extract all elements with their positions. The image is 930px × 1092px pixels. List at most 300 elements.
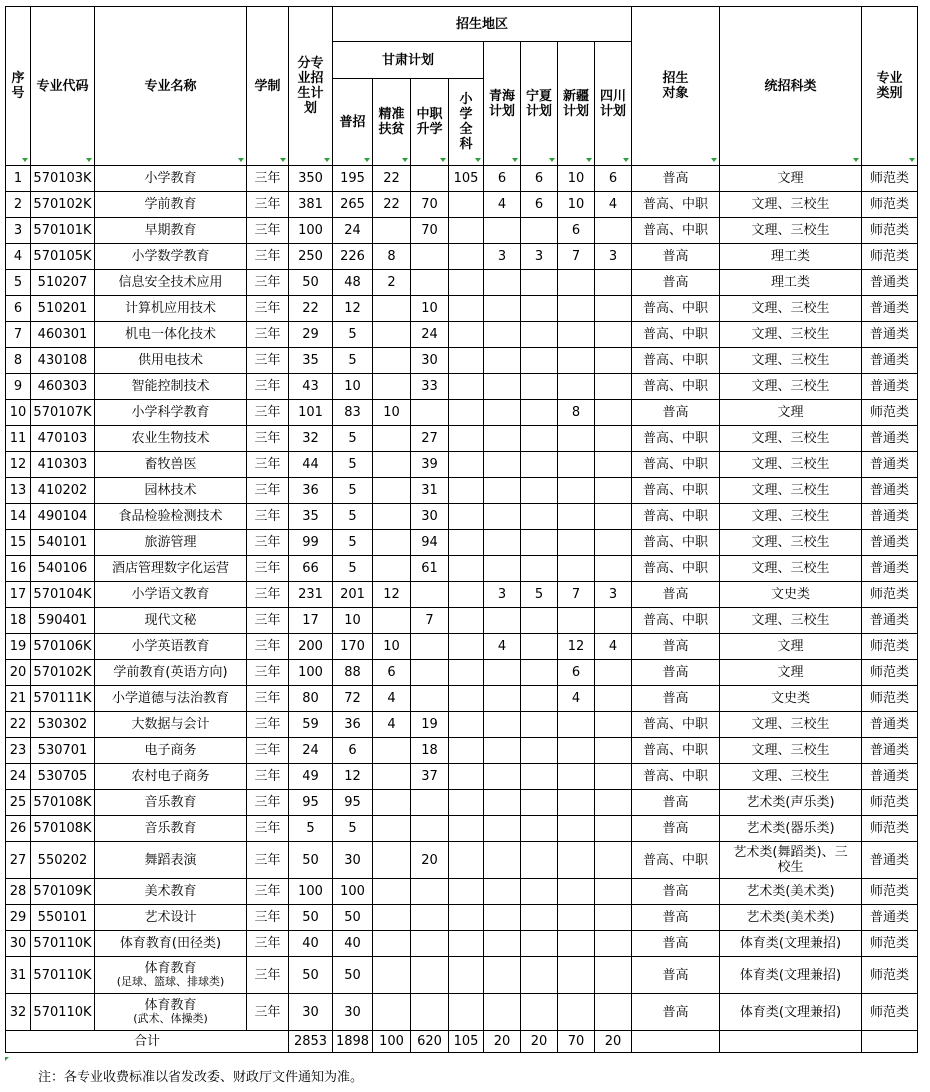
cell-target[interactable]: 普高: [632, 816, 720, 842]
cell-target[interactable]: 普高、中职: [632, 374, 720, 400]
cell-sichuan[interactable]: [595, 738, 632, 764]
cell-target[interactable]: 普高、中职: [632, 348, 720, 374]
header-sichuan[interactable]: 四川计划: [595, 42, 632, 166]
cell-puzhao[interactable]: 201: [333, 582, 373, 608]
cell-subject[interactable]: 文理: [720, 634, 862, 660]
cell-code[interactable]: 460303: [31, 374, 95, 400]
cell-sichuan[interactable]: [595, 296, 632, 322]
cell-subject[interactable]: 艺术类(美术类): [720, 879, 862, 905]
cell-category[interactable]: 师范类: [862, 582, 918, 608]
cell-sichuan[interactable]: [595, 712, 632, 738]
cell-jingzhun[interactable]: [373, 931, 411, 957]
cell-seq[interactable]: 7: [6, 322, 31, 348]
cell-seq[interactable]: 31: [6, 957, 31, 994]
cell-code[interactable]: 570101K: [31, 218, 95, 244]
cell-xinjiang[interactable]: [558, 374, 595, 400]
cell-target[interactable]: 普高、中职: [632, 842, 720, 879]
cell-quanke[interactable]: [449, 478, 484, 504]
cell-ningxia[interactable]: [521, 478, 558, 504]
cell-seq[interactable]: 23: [6, 738, 31, 764]
cell-puzhao[interactable]: 5: [333, 556, 373, 582]
cell-target[interactable]: 普高、中职: [632, 192, 720, 218]
cell-jingzhun[interactable]: [373, 842, 411, 879]
cell-xinjiang[interactable]: [558, 738, 595, 764]
cell-zhongzhi[interactable]: 10: [411, 296, 449, 322]
cell-sichuan[interactable]: [595, 452, 632, 478]
cell-ningxia[interactable]: [521, 842, 558, 879]
cell-quota[interactable]: 17: [289, 608, 333, 634]
cell-zhongzhi[interactable]: [411, 634, 449, 660]
cell-subject[interactable]: 体育类(文理兼招): [720, 994, 862, 1031]
dropdown-filter-icon[interactable]: [402, 158, 408, 162]
dropdown-filter-icon[interactable]: [549, 158, 555, 162]
cell-ningxia[interactable]: [521, 634, 558, 660]
cell-zhongzhi[interactable]: 33: [411, 374, 449, 400]
cell-seq[interactable]: 24: [6, 764, 31, 790]
cell-target[interactable]: 普高: [632, 244, 720, 270]
cell-ningxia[interactable]: [521, 931, 558, 957]
cell-sichuan[interactable]: 3: [595, 244, 632, 270]
cell-seq[interactable]: 11: [6, 426, 31, 452]
cell-jingzhun[interactable]: [373, 764, 411, 790]
cell-sichuan[interactable]: [595, 660, 632, 686]
header-quota[interactable]: 分专业招生计划: [289, 7, 333, 166]
cell-qinghai[interactable]: [484, 686, 521, 712]
cell-zhongzhi[interactable]: [411, 957, 449, 994]
cell-category[interactable]: 师范类: [862, 400, 918, 426]
cell-xinjiang[interactable]: [558, 957, 595, 994]
cell-category[interactable]: 师范类: [862, 686, 918, 712]
cell-code[interactable]: 570108K: [31, 816, 95, 842]
dropdown-filter-icon[interactable]: [586, 158, 592, 162]
cell-jingzhun[interactable]: [373, 608, 411, 634]
cell-name[interactable]: [95, 244, 247, 270]
cell-quanke[interactable]: [449, 322, 484, 348]
cell-target[interactable]: 普高、中职: [632, 452, 720, 478]
cell-ningxia[interactable]: [521, 738, 558, 764]
cell-seq[interactable]: 25: [6, 790, 31, 816]
cell-subject[interactable]: 文理、三校生: [720, 218, 862, 244]
cell-qinghai[interactable]: [484, 270, 521, 296]
cell-qinghai[interactable]: [484, 218, 521, 244]
cell-quanke[interactable]: [449, 686, 484, 712]
cell-qinghai[interactable]: [484, 322, 521, 348]
cell-puzhao[interactable]: 50: [333, 905, 373, 931]
cell-category[interactable]: 师范类: [862, 660, 918, 686]
cell-zhongzhi[interactable]: [411, 931, 449, 957]
cell-years[interactable]: 三年: [247, 426, 289, 452]
cell-ningxia[interactable]: [521, 764, 558, 790]
cell-seq[interactable]: 22: [6, 712, 31, 738]
cell-quanke[interactable]: [449, 218, 484, 244]
cell-target[interactable]: 普高: [632, 166, 720, 192]
cell-xinjiang[interactable]: 4: [558, 686, 595, 712]
cell-name[interactable]: [95, 905, 247, 931]
cell-name[interactable]: [95, 608, 247, 634]
cell-target[interactable]: 普高、中职: [632, 712, 720, 738]
cell-target[interactable]: 普高、中职: [632, 296, 720, 322]
header-subject[interactable]: 统招科类: [720, 7, 862, 166]
cell-puzhao[interactable]: 12: [333, 296, 373, 322]
cell-seq[interactable]: 14: [6, 504, 31, 530]
cell-sichuan[interactable]: 6: [595, 166, 632, 192]
cell-quanke[interactable]: [449, 426, 484, 452]
cell-ningxia[interactable]: [521, 790, 558, 816]
cell-quota[interactable]: 100: [289, 879, 333, 905]
cell-jingzhun[interactable]: [373, 322, 411, 348]
cell-puzhao[interactable]: 6: [333, 738, 373, 764]
cell-quanke[interactable]: [449, 816, 484, 842]
cell-seq[interactable]: 2: [6, 192, 31, 218]
cell-zhongzhi[interactable]: [411, 400, 449, 426]
cell-quota[interactable]: 231: [289, 582, 333, 608]
cell-category[interactable]: 师范类: [862, 957, 918, 994]
cell-target[interactable]: 普高、中职: [632, 738, 720, 764]
cell-name[interactable]: [95, 686, 247, 712]
cell-quanke[interactable]: [449, 957, 484, 994]
dropdown-filter-icon[interactable]: [711, 158, 717, 162]
cell-subject[interactable]: 理工类: [720, 244, 862, 270]
cell-code[interactable]: 570102K: [31, 192, 95, 218]
cell-years[interactable]: 三年: [247, 556, 289, 582]
cell-target[interactable]: 普高: [632, 660, 720, 686]
cell-seq[interactable]: 10: [6, 400, 31, 426]
cell-quanke[interactable]: [449, 712, 484, 738]
cell-subject[interactable]: 文理、三校生: [720, 374, 862, 400]
cell-target[interactable]: 普高: [632, 582, 720, 608]
cell-name[interactable]: [95, 322, 247, 348]
cell-subject[interactable]: 文理: [720, 166, 862, 192]
cell-category[interactable]: 师范类: [862, 790, 918, 816]
cell-quota[interactable]: 66: [289, 556, 333, 582]
cell-name[interactable]: [95, 348, 247, 374]
cell-quanke[interactable]: [449, 790, 484, 816]
cell-zhongzhi[interactable]: [411, 660, 449, 686]
cell-name[interactable]: [95, 994, 247, 1031]
cell-ningxia[interactable]: [521, 452, 558, 478]
cell-code[interactable]: 570110K: [31, 957, 95, 994]
cell-target[interactable]: 普高、中职: [632, 556, 720, 582]
cell-zhongzhi[interactable]: 30: [411, 504, 449, 530]
cell-name[interactable]: [95, 374, 247, 400]
cell-ningxia[interactable]: [521, 504, 558, 530]
cell-xinjiang[interactable]: 7: [558, 244, 595, 270]
cell-years[interactable]: 三年: [247, 504, 289, 530]
cell-seq[interactable]: 15: [6, 530, 31, 556]
cell-quanke[interactable]: [449, 764, 484, 790]
cell-years[interactable]: 三年: [247, 994, 289, 1031]
cell-years[interactable]: 三年: [247, 244, 289, 270]
cell-jingzhun[interactable]: [373, 790, 411, 816]
cell-years[interactable]: 三年: [247, 816, 289, 842]
cell-quota[interactable]: 50: [289, 957, 333, 994]
cell-code[interactable]: 590401: [31, 608, 95, 634]
cell-quota[interactable]: 50: [289, 842, 333, 879]
cell-qinghai[interactable]: 6: [484, 166, 521, 192]
cell-subject[interactable]: 文理、三校生: [720, 738, 862, 764]
cell-jingzhun[interactable]: 6: [373, 660, 411, 686]
cell-sichuan[interactable]: [595, 842, 632, 879]
cell-jingzhun[interactable]: [373, 905, 411, 931]
cell-quanke[interactable]: [449, 994, 484, 1031]
cell-sichuan[interactable]: [595, 879, 632, 905]
cell-xinjiang[interactable]: [558, 905, 595, 931]
cell-years[interactable]: 三年: [247, 322, 289, 348]
cell-sichuan[interactable]: [595, 426, 632, 452]
cell-zhongzhi[interactable]: [411, 905, 449, 931]
dropdown-filter-icon[interactable]: [853, 158, 859, 162]
cell-category[interactable]: 师范类: [862, 166, 918, 192]
cell-jingzhun[interactable]: [373, 452, 411, 478]
header-category[interactable]: 专业类别: [862, 7, 918, 166]
cell-qinghai[interactable]: 4: [484, 634, 521, 660]
cell-zhongzhi[interactable]: 24: [411, 322, 449, 348]
cell-seq[interactable]: 1: [6, 166, 31, 192]
cell-sichuan[interactable]: [595, 530, 632, 556]
cell-seq[interactable]: 26: [6, 816, 31, 842]
cell-jingzhun[interactable]: 10: [373, 400, 411, 426]
cell-subject[interactable]: 理工类: [720, 270, 862, 296]
cell-puzhao[interactable]: 5: [333, 816, 373, 842]
cell-xinjiang[interactable]: 6: [558, 218, 595, 244]
cell-quota[interactable]: 99: [289, 530, 333, 556]
cell-subject[interactable]: 艺术类(声乐类): [720, 790, 862, 816]
cell-code[interactable]: 530302: [31, 712, 95, 738]
cell-name[interactable]: [95, 166, 247, 192]
cell-subject[interactable]: 艺术类(美术类): [720, 905, 862, 931]
cell-puzhao[interactable]: 24: [333, 218, 373, 244]
cell-zhongzhi[interactable]: 39: [411, 452, 449, 478]
cell-xinjiang[interactable]: [558, 322, 595, 348]
cell-sichuan[interactable]: [595, 556, 632, 582]
cell-xinjiang[interactable]: [558, 790, 595, 816]
cell-code[interactable]: 460301: [31, 322, 95, 348]
cell-puzhao[interactable]: 12: [333, 764, 373, 790]
cell-xinjiang[interactable]: 10: [558, 166, 595, 192]
cell-subject[interactable]: 文理、三校生: [720, 712, 862, 738]
cell-years[interactable]: 三年: [247, 478, 289, 504]
dropdown-filter-icon[interactable]: [909, 158, 915, 162]
cell-target[interactable]: 普高: [632, 957, 720, 994]
cell-puzhao[interactable]: 95: [333, 790, 373, 816]
cell-years[interactable]: 三年: [247, 192, 289, 218]
cell-sichuan[interactable]: [595, 764, 632, 790]
cell-years[interactable]: 三年: [247, 712, 289, 738]
cell-category[interactable]: 师范类: [862, 244, 918, 270]
cell-quota[interactable]: 350: [289, 166, 333, 192]
cell-code[interactable]: 570108K: [31, 790, 95, 816]
cell-target[interactable]: 普高: [632, 686, 720, 712]
cell-qinghai[interactable]: [484, 452, 521, 478]
cell-seq[interactable]: 19: [6, 634, 31, 660]
cell-seq[interactable]: 6: [6, 296, 31, 322]
cell-puzhao[interactable]: 5: [333, 322, 373, 348]
dropdown-filter-icon[interactable]: [364, 158, 370, 162]
cell-jingzhun[interactable]: 12: [373, 582, 411, 608]
cell-jingzhun[interactable]: [373, 218, 411, 244]
cell-category[interactable]: 普通类: [862, 608, 918, 634]
cell-seq[interactable]: 5: [6, 270, 31, 296]
cell-quota[interactable]: 59: [289, 712, 333, 738]
cell-subject[interactable]: 体育类(文理兼招): [720, 931, 862, 957]
cell-jingzhun[interactable]: [373, 478, 411, 504]
cell-years[interactable]: 三年: [247, 582, 289, 608]
cell-qinghai[interactable]: [484, 348, 521, 374]
cell-puzhao[interactable]: 72: [333, 686, 373, 712]
cell-quanke[interactable]: [449, 879, 484, 905]
cell-code[interactable]: 570102K: [31, 660, 95, 686]
cell-subject[interactable]: 艺术类(舞蹈类)、三校生: [720, 842, 862, 879]
cell-subject[interactable]: 文理、三校生: [720, 452, 862, 478]
cell-jingzhun[interactable]: 8: [373, 244, 411, 270]
cell-qinghai[interactable]: [484, 556, 521, 582]
cell-ningxia[interactable]: [521, 530, 558, 556]
cell-puzhao[interactable]: 195: [333, 166, 373, 192]
total-quota[interactable]: 2853: [289, 1031, 333, 1053]
cell-zhongzhi[interactable]: 37: [411, 764, 449, 790]
cell-seq[interactable]: 29: [6, 905, 31, 931]
cell-category[interactable]: 师范类: [862, 816, 918, 842]
cell-zhongzhi[interactable]: [411, 994, 449, 1031]
cell-sichuan[interactable]: [595, 322, 632, 348]
dropdown-filter-icon[interactable]: [238, 158, 244, 162]
cell-jingzhun[interactable]: [373, 957, 411, 994]
cell-qinghai[interactable]: 4: [484, 192, 521, 218]
cell-seq[interactable]: 20: [6, 660, 31, 686]
cell-ningxia[interactable]: [521, 957, 558, 994]
cell-subject[interactable]: 文理、三校生: [720, 348, 862, 374]
cell-target[interactable]: 普高: [632, 270, 720, 296]
cell-puzhao[interactable]: 170: [333, 634, 373, 660]
cell-name[interactable]: [95, 879, 247, 905]
cell-quota[interactable]: 80: [289, 686, 333, 712]
cell-category[interactable]: 普通类: [862, 426, 918, 452]
cell-sichuan[interactable]: [595, 504, 632, 530]
cell-qinghai[interactable]: [484, 504, 521, 530]
cell-sichuan[interactable]: [595, 816, 632, 842]
cell-jingzhun[interactable]: [373, 504, 411, 530]
cell-name[interactable]: [95, 270, 247, 296]
cell-quota[interactable]: 40: [289, 931, 333, 957]
cell-name[interactable]: [95, 400, 247, 426]
cell-xinjiang[interactable]: 8: [558, 400, 595, 426]
cell-zhongzhi[interactable]: 61: [411, 556, 449, 582]
cell-qinghai[interactable]: [484, 608, 521, 634]
cell-quanke[interactable]: [449, 270, 484, 296]
dropdown-filter-icon[interactable]: [440, 158, 446, 162]
cell-xinjiang[interactable]: 10: [558, 192, 595, 218]
cell-name[interactable]: [95, 218, 247, 244]
cell-subject[interactable]: 体育类(文理兼招): [720, 957, 862, 994]
cell-code[interactable]: 510201: [31, 296, 95, 322]
cell-sichuan[interactable]: 4: [595, 192, 632, 218]
cell-quanke[interactable]: [449, 530, 484, 556]
cell-quanke[interactable]: [449, 905, 484, 931]
cell-ningxia[interactable]: [521, 712, 558, 738]
cell-sichuan[interactable]: [595, 218, 632, 244]
cell-qinghai[interactable]: [484, 296, 521, 322]
cell-qinghai[interactable]: [484, 790, 521, 816]
cell-quota[interactable]: 50: [289, 905, 333, 931]
cell-ningxia[interactable]: 6: [521, 166, 558, 192]
cell-xinjiang[interactable]: [558, 348, 595, 374]
cell-puzhao[interactable]: 5: [333, 426, 373, 452]
header-ningxia[interactable]: 宁夏计划: [521, 42, 558, 166]
cell-name[interactable]: [95, 478, 247, 504]
dropdown-filter-icon[interactable]: [623, 158, 629, 162]
cell-xinjiang[interactable]: [558, 931, 595, 957]
cell-subject[interactable]: 文理: [720, 400, 862, 426]
cell-qinghai[interactable]: [484, 374, 521, 400]
cell-zhongzhi[interactable]: 31: [411, 478, 449, 504]
cell-target[interactable]: 普高、中职: [632, 218, 720, 244]
cell-code[interactable]: 490104: [31, 504, 95, 530]
cell-xinjiang[interactable]: [558, 296, 595, 322]
cell-code[interactable]: 550101: [31, 905, 95, 931]
cell-zhongzhi[interactable]: [411, 166, 449, 192]
cell-category[interactable]: 普通类: [862, 530, 918, 556]
cell-qinghai[interactable]: [484, 816, 521, 842]
cell-years[interactable]: 三年: [247, 400, 289, 426]
cell-subject[interactable]: 文理、三校生: [720, 556, 862, 582]
cell-quanke[interactable]: [449, 738, 484, 764]
cell-zhongzhi[interactable]: 18: [411, 738, 449, 764]
cell-category[interactable]: 师范类: [862, 192, 918, 218]
cell-years[interactable]: 三年: [247, 634, 289, 660]
cell-code[interactable]: 570103K: [31, 166, 95, 192]
cell-years[interactable]: 三年: [247, 738, 289, 764]
cell-quota[interactable]: 100: [289, 660, 333, 686]
cell-code[interactable]: 410303: [31, 452, 95, 478]
header-code[interactable]: 专业代码: [31, 7, 95, 166]
cell-category[interactable]: 师范类: [862, 994, 918, 1031]
cell-quota[interactable]: 101: [289, 400, 333, 426]
cell-seq[interactable]: 32: [6, 994, 31, 1031]
cell-target[interactable]: 普高: [632, 634, 720, 660]
cell-qinghai[interactable]: [484, 931, 521, 957]
cell-ningxia[interactable]: [521, 218, 558, 244]
cell-ningxia[interactable]: [521, 660, 558, 686]
cell-quota[interactable]: 250: [289, 244, 333, 270]
cell-target[interactable]: 普高、中职: [632, 426, 720, 452]
cell-code[interactable]: 570111K: [31, 686, 95, 712]
cell-xinjiang[interactable]: [558, 608, 595, 634]
cell-target[interactable]: 普高、中职: [632, 478, 720, 504]
cell-category[interactable]: 普通类: [862, 905, 918, 931]
cell-category[interactable]: 普通类: [862, 270, 918, 296]
cell-sichuan[interactable]: [595, 348, 632, 374]
cell-qinghai[interactable]: [484, 530, 521, 556]
cell-qinghai[interactable]: [484, 712, 521, 738]
cell-seq[interactable]: 8: [6, 348, 31, 374]
cell-xinjiang[interactable]: [558, 712, 595, 738]
cell-zhongzhi[interactable]: [411, 244, 449, 270]
cell-subject[interactable]: 文理、三校生: [720, 192, 862, 218]
cell-puzhao[interactable]: 30: [333, 994, 373, 1031]
cell-code[interactable]: 470103: [31, 426, 95, 452]
cell-quanke[interactable]: [449, 608, 484, 634]
cell-zhongzhi[interactable]: 94: [411, 530, 449, 556]
cell-ningxia[interactable]: [521, 296, 558, 322]
cell-name[interactable]: [95, 957, 247, 994]
cell-name[interactable]: [95, 764, 247, 790]
cell-subject[interactable]: 文理、三校生: [720, 764, 862, 790]
cell-jingzhun[interactable]: [373, 556, 411, 582]
cell-quanke[interactable]: [449, 556, 484, 582]
cell-jingzhun[interactable]: 22: [373, 192, 411, 218]
cell-zhongzhi[interactable]: [411, 270, 449, 296]
cell-years[interactable]: 三年: [247, 660, 289, 686]
